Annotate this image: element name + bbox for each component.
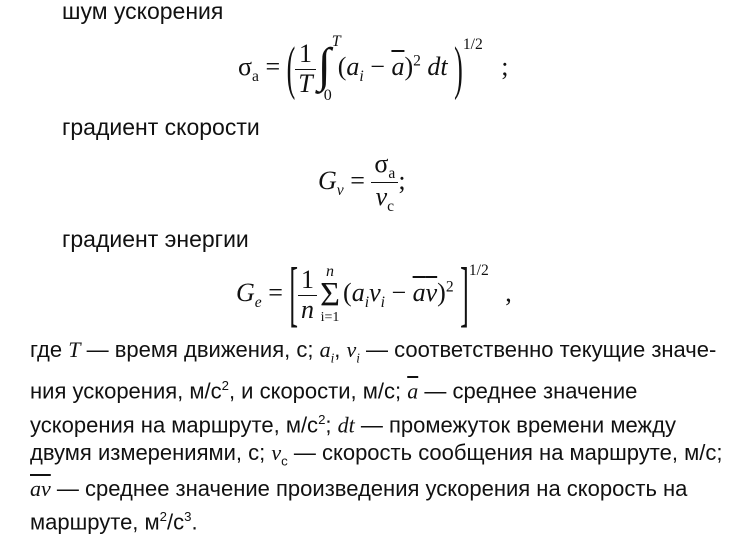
sigma-symbol: σ [238, 52, 253, 81]
G-symbol: G [318, 165, 337, 195]
right-paren: ) [454, 34, 463, 102]
formula-terminator: , [505, 278, 512, 307]
G-subscript-v: v [336, 181, 344, 199]
term-abar: $\overline{a}$ [412, 278, 426, 307]
term-v-i: i [380, 294, 385, 312]
integral-upper-limit: T [331, 33, 341, 51]
subscript-i: i [356, 350, 360, 366]
sigma-subscript: a [252, 68, 259, 86]
text-fragment: — промежуток времени между [354, 412, 676, 438]
text-fragment: , [334, 337, 347, 362]
heading-speed-gradient: градиент скорости [62, 114, 260, 140]
denominator: T [298, 68, 313, 98]
v-subscript: c [387, 198, 395, 216]
subscript-i: i [330, 350, 335, 366]
numerator: 1 [295, 40, 315, 70]
superscript: 2 [318, 411, 326, 427]
differential-dt: dt [420, 52, 448, 81]
text-fragment: — скорость сообщения на маршруте, м/с; [287, 440, 723, 466]
square-exponent: 2 [445, 278, 454, 296]
heading-accel-noise: шум ускорения [62, 0, 224, 24]
formula-G-e [236, 253, 512, 335]
paragraph-line-2 [30, 372, 710, 405]
paragraph-line-4 [30, 439, 723, 475]
text-fragment: где [30, 337, 69, 362]
text-fragment: ускорения на маршруте, м/с [30, 412, 319, 438]
summation-sign: n Σ i=1 [317, 265, 343, 325]
paragraph-line-1 [30, 336, 717, 372]
text-fragment: ; [325, 412, 338, 438]
sigma-subscript: a [388, 165, 396, 183]
term-vbar: $\overline{v}$ [425, 278, 438, 307]
sum-lower-limit: i=1 [320, 310, 340, 326]
symbol-dt: dt [337, 412, 355, 438]
paragraph-line-6 [30, 503, 710, 536]
heading-energy-gradient: градиент энергии [62, 226, 249, 252]
term-v: v [369, 278, 381, 307]
integrand-a: a [346, 52, 360, 81]
text-fragment: — среднее значение [418, 378, 638, 404]
integrand-close-paren: ) [404, 52, 414, 81]
square-exponent: 2 [413, 52, 421, 70]
subscript-c: c [281, 453, 288, 469]
fraction-sigma-over-v [371, 150, 398, 216]
denominator [371, 183, 398, 215]
text-fragment: . [191, 509, 198, 535]
equals-sign: = [265, 52, 281, 81]
half-power: 1/2 [468, 262, 489, 279]
superscript: 3 [184, 509, 192, 525]
text-fragment: маршруте, м [30, 509, 160, 535]
integral-lower-limit: 0 [323, 87, 332, 105]
formula-sigma-a [238, 33, 509, 105]
definitions-paragraph [30, 336, 723, 537]
paragraph-line-5 [30, 475, 710, 503]
text-fragment: — время движения, с; [80, 337, 320, 362]
symbol-abar: $\overline{a}$ [407, 378, 419, 404]
left-paren: ( [286, 34, 296, 102]
integrand-open-paren: ( [337, 52, 347, 81]
term-a-i: i [364, 294, 370, 312]
superscript: 2 [221, 378, 229, 394]
text-fragment: — соответственно текущие значе- [359, 337, 717, 362]
sum-upper-limit: n [326, 263, 335, 281]
symbol-v: v [271, 440, 282, 466]
superscript: 2 [159, 509, 167, 525]
denominator: n [301, 294, 315, 324]
equals-sign: = [268, 278, 283, 307]
text-fragment: ния ускорения, м/с [30, 378, 222, 404]
symbol-a: a [319, 337, 331, 362]
integrand-minus: − [363, 52, 392, 81]
fraction-one-over-n [298, 266, 317, 324]
right-bracket: ] [460, 253, 469, 335]
symbol-v: v [346, 337, 357, 362]
paragraph-line-3 [30, 406, 710, 439]
formula-terminator: ; [501, 52, 509, 81]
text-fragment: двумя измерениями, с; [30, 440, 272, 466]
numerator: 1 [298, 266, 317, 296]
sigma-symbol: σ [374, 149, 389, 178]
sum-close-paren: ) [437, 278, 446, 307]
v-symbol: v [375, 182, 388, 212]
formula-G-v [318, 150, 406, 216]
integrand-i: i [359, 68, 364, 86]
equals-sign: = [350, 165, 365, 195]
term-minus: − [384, 278, 413, 307]
numerator [371, 150, 398, 183]
text-fragment: , и скорости, м/с; [228, 378, 408, 404]
integral-sign: ∫ T 0 [317, 33, 341, 105]
symbol-T: T [68, 337, 81, 362]
term-a: a [351, 278, 365, 307]
text-fragment: /с [167, 509, 185, 535]
G-symbol: G [236, 278, 255, 307]
half-power: 1/2 [462, 36, 483, 53]
integrand-abar: $\overline{a}$ [391, 52, 405, 81]
formula-terminator: ; [398, 165, 406, 195]
text-fragment: — среднее значение произведения ускорения на скорость на [50, 476, 688, 502]
left-bracket: [ [289, 253, 299, 335]
G-subscript-e: e [254, 294, 262, 312]
fraction-one-over-T [295, 40, 315, 98]
symbol-av-bar: $\overline{av}$ [30, 476, 51, 502]
sum-open-paren: ( [343, 278, 352, 307]
